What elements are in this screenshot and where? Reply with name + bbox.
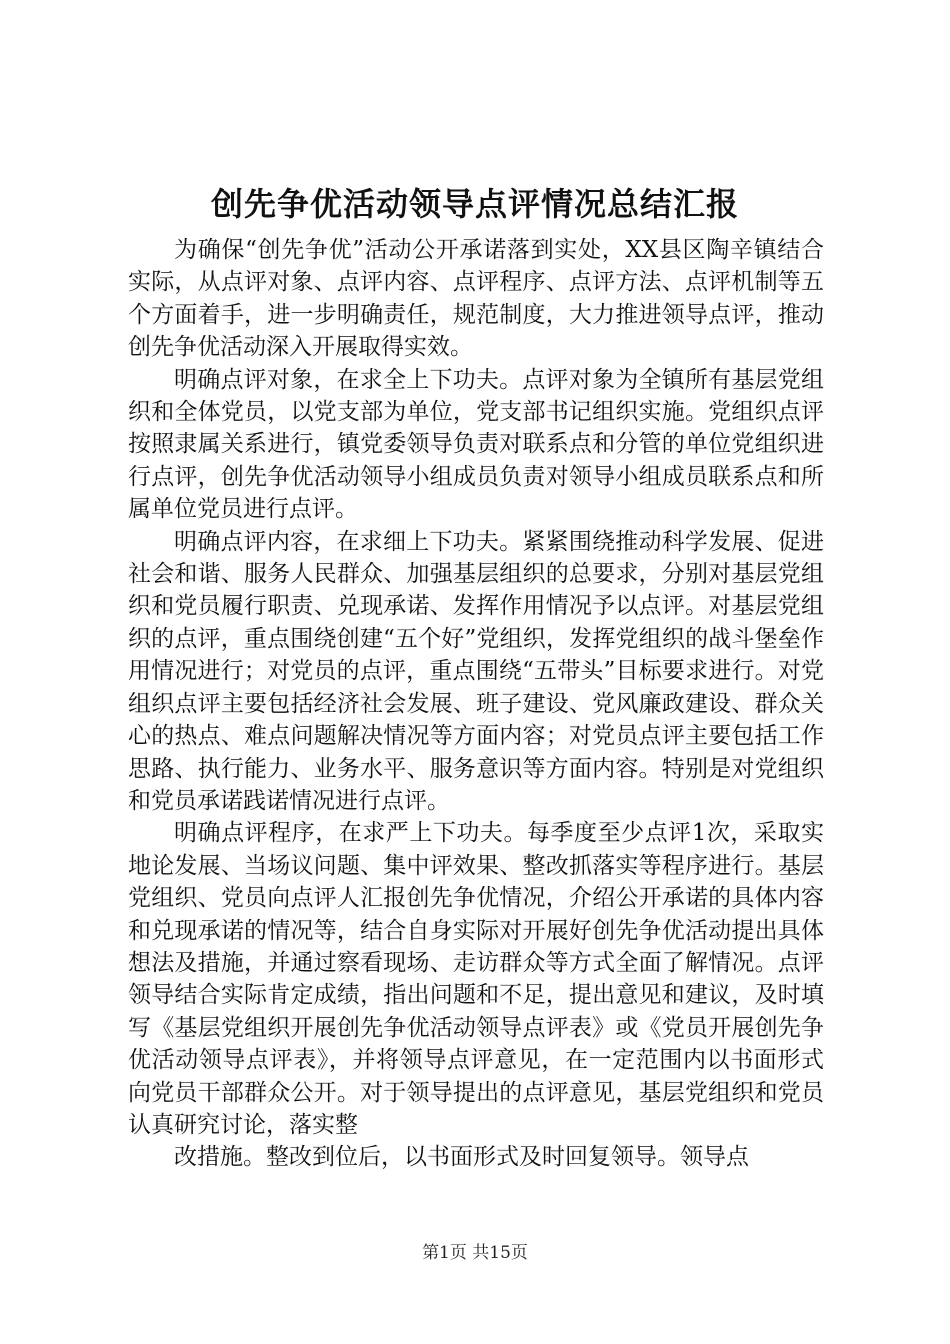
document-title: 创先争优活动领导点评情况总结汇报: [210, 185, 739, 223]
paragraph-continued: 改措施。整改到位后，以书面形式及时回复领导。领导点: [174, 1144, 749, 1171]
paragraph-intro: 为确保“创先争优”活动公开承诺落到实处，XX县区陶辛镇结合实际，从点评对象、点评内容、点评程序、点评方法、点评机制等五个方面着手，进一步明确责任，规范制度，大力推进领导点评，推动创先争优活动深入开展取得实效。: [128, 237, 824, 361]
paragraph-review-targets: 明确点评对象，在求全上下功夫。点评对象为全镇所有基层党组织和全体党员，以党支部为单位，党支部书记组织实施。党组织点评按照隶属关系进行，镇党委领导负责对联系点和分管的单位党组织进行点评，创先争优活动领导小组成员负责对领导小组成员联系点和所属单位党员进行点评。: [128, 366, 824, 523]
paragraph-review-procedure: 明确点评程序，在求严上下功夫。每季度至少点评1次，采取实地论发展、当场议问题、集中评效果、整改抓落实等程序进行。基层党组织、党员向点评人汇报创先争优情况，介绍公开承诺的具体内容和兑现承诺的情况等，结合自身实际对开展好创先争优活动提出具体想法及措施，并通过察看现场、走访群众等方式全面了解情况。点评领导结合实际肯定成绩，指出问题和不足，提出意见和建议，及时填写《基层党组织开展创先争优活动领导点评表》或《党员开展创先争优活动领导点评表》，并将领导点评意见，在一定范围内以书面形式向党员干部群众公开。对于领导提出的点评意见，基层党组织和党员认真研究讨论，落实整: [128, 820, 824, 1138]
document-body: [128, 234, 824, 1174]
page-footer: 第1页 共15页: [422, 1243, 528, 1263]
paragraph-review-content: 明确点评内容，在求细上下功夫。紧紧围绕推动科学发展、促进社会和谐、服务人民群众、加强基层组织的总要求，分别对基层党组织和党员履行职责、兑现承诺、发挥作用情况予以点评。对基层党组织的点评，重点围绕创建“五个好”党组织，发挥党组织的战斗堡垒作用情况进行；对党员的点评，重点围绕“五带头”目标要求进行。对党组织点评主要包括经济社会发展、班子建设、党风廉政建设、群众关心的热点、难点问题解决情况等方面内容；对党员点评主要包括工作思路、执行能力、业务水平、服务意识等方面内容。特别是对党组织和党员承诺践诺情况进行点评。: [128, 528, 824, 814]
